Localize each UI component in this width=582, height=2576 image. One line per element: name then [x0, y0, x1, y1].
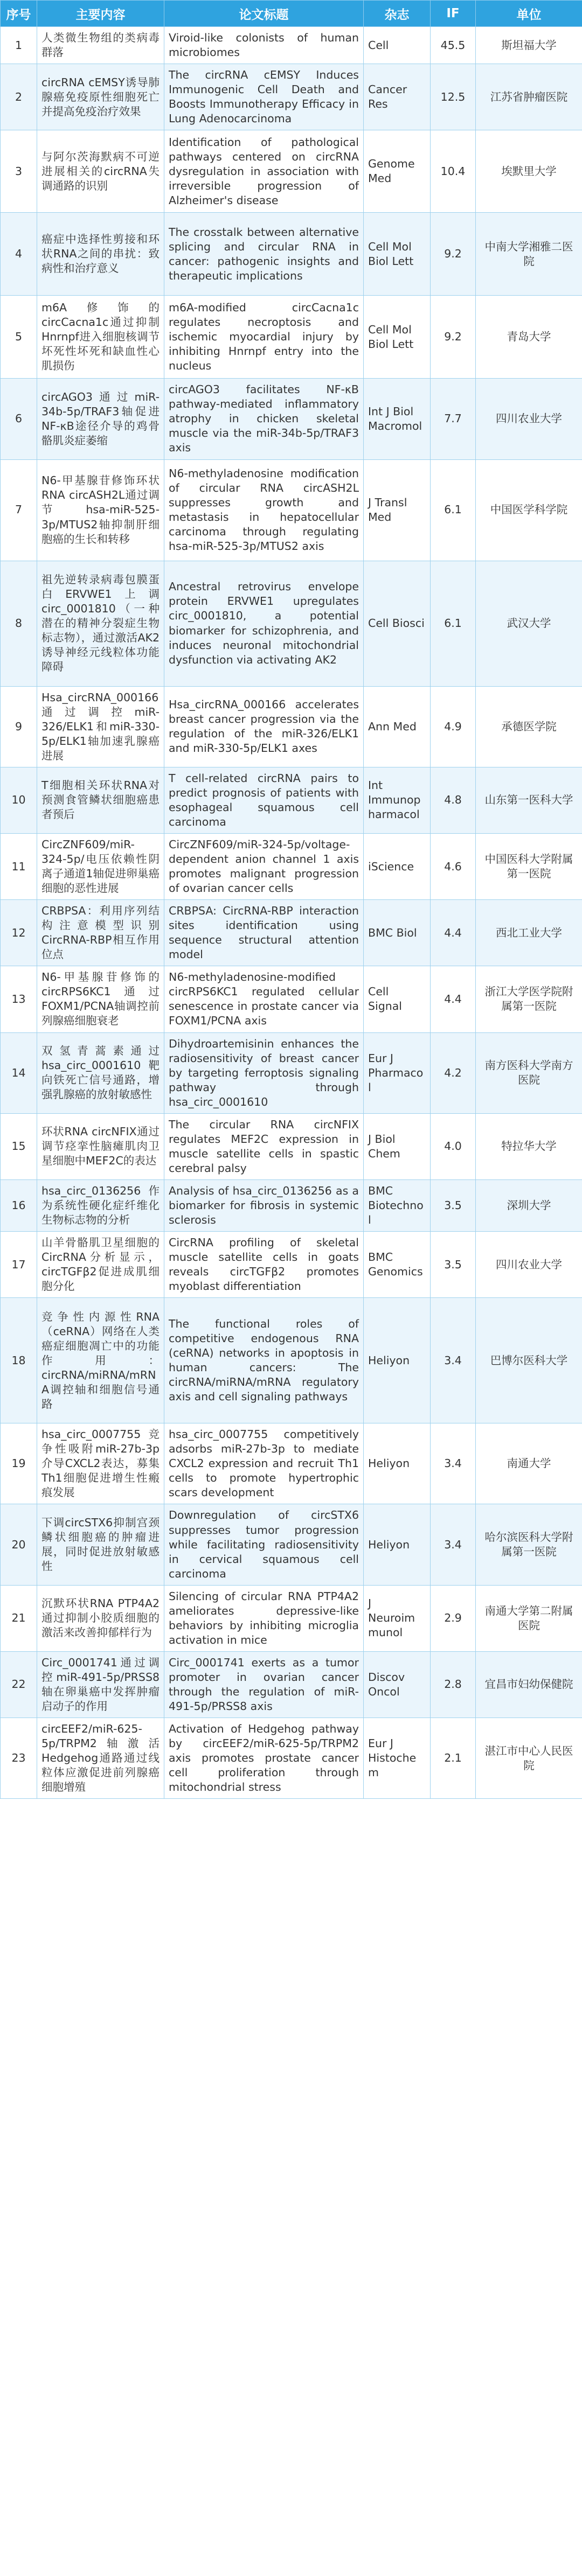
row-index: 20: [1, 1504, 37, 1585]
row-content: hsa_circ_0007755竞争性吸附miR-27b-3p介导CXCL2表达，募集Th1细胞促进增生性瘢痕发展: [37, 1423, 164, 1504]
row-content: hsa_circ_0136256作为系统性硬化症纤维化生物标志物的分析: [37, 1179, 164, 1231]
row-content: 双氢青蒿素通过hsa_circ_0001610靶向铁死亡信号通路，增强乳腺癌的放射敏感性: [37, 1032, 164, 1113]
row-impact-factor: 2.8: [431, 1651, 476, 1718]
table-row: [1, 561, 582, 686]
table-row: [1, 379, 582, 459]
table-header: [1, 1, 582, 27]
header-impact-factor: IF: [431, 1, 476, 27]
row-index: 1: [1, 27, 37, 64]
row-content: 祖先逆转录病毒包膜蛋白ERVWE1上调circ_0001810（一种潜在的精神分裂症生物标志物），通过激活AK2诱导神经元线粒体功能障碍: [37, 561, 164, 686]
row-unit: 四川农业大学: [476, 379, 582, 459]
row-content: 山羊骨骼肌卫星细胞的CircRNA分析显示，circTGFβ2促进成肌细胞分化: [37, 1232, 164, 1298]
row-title: circAGO3 facilitates NF-κB pathway-mediated inflammatory atrophy in chicken skeletal muscle via the miR-34b-5p/TRAF3 axis: [164, 379, 364, 459]
row-index: 21: [1, 1585, 37, 1651]
table-row: [1, 130, 582, 213]
table-row: [1, 213, 582, 296]
table-row: [1, 1232, 582, 1298]
row-content: T细胞相关环状RNA对预测食管鳞状细胞癌患者预后: [37, 767, 164, 833]
row-title: The circRNA cEMSY Induces Immunogenic Cell Death and Boosts Immunotherapy Efficacy in Lung Adenocarcinoma: [164, 64, 364, 130]
row-unit: 湛江市中心人民医院: [476, 1718, 582, 1799]
row-unit: 西北工业大学: [476, 900, 582, 966]
row-unit: 承德医学院: [476, 686, 582, 767]
row-title: CircZNF609/miR-324-5p/voltage-dependent anion channel 1 axis promotes malignant progression of ovarian cancer cells: [164, 833, 364, 899]
row-index: 15: [1, 1113, 37, 1179]
table-row: [1, 1423, 582, 1504]
row-unit: 南通大学第二附属医院: [476, 1585, 582, 1651]
row-unit: 南方医科大学南方医院: [476, 1032, 582, 1113]
row-journal: J Transl Med: [364, 459, 431, 561]
row-impact-factor: 9.2: [431, 213, 476, 296]
row-impact-factor: 3.4: [431, 1423, 476, 1504]
row-content: N6-甲基腺苷修饰环状RNA circASH2L通过调节hsa-miR-525-3p/MTUS2轴抑制肝细胞癌的生长和转移: [37, 459, 164, 561]
table-row: [1, 1718, 582, 1799]
row-content: circAGO3通过miR-34b-5p/TRAF3轴促进NF-κB途径介导的鸡骨骼肌炎症萎缩: [37, 379, 164, 459]
row-content: 癌症中选择性剪接和环状RNA之间的串扰：致病性和治疗意义: [37, 213, 164, 296]
row-impact-factor: 4.4: [431, 900, 476, 966]
row-index: 10: [1, 767, 37, 833]
table-row: [1, 767, 582, 833]
row-journal: Discov Oncol: [364, 1651, 431, 1718]
row-unit: 中国医学科学院: [476, 459, 582, 561]
row-index: 6: [1, 379, 37, 459]
table-row: [1, 27, 582, 64]
row-content: CRBPSA：利用序列结构注意模型识别CircRNA-RBP相互作用位点: [37, 900, 164, 966]
row-journal: Heliyon: [364, 1504, 431, 1585]
table-body: [1, 27, 582, 1799]
table-row: [1, 1113, 582, 1179]
row-title: Downregulation of circSTX6 suppresses tumor progression while facilitating radiosensitivity in cervical squamous cell carcinoma: [164, 1504, 364, 1585]
row-impact-factor: 6.1: [431, 561, 476, 686]
row-title: Ancestral retrovirus envelope protein ERVWE1 upregulates circ_0001810, a potential biomarker for schizophrenia, and induces neuronal mitochondrial dysfunction via activating AK2: [164, 561, 364, 686]
row-content: m6A修饰的circCacna1c通过抑制Hnrnpf进入细胞核调节坏死性坏死和缺血性心肌损伤: [37, 296, 164, 379]
table-row: [1, 966, 582, 1032]
row-title: The crosstalk between alternative splicing and circular RNA in cancer: pathogenic insights and therapeutic implications: [164, 213, 364, 296]
row-title: Dihydroartemisinin enhances the radiosensitivity of breast cancer by targeting ferroptosis signaling pathway through hsa_circ_0001610: [164, 1032, 364, 1113]
row-index: 19: [1, 1423, 37, 1504]
row-title: hsa_circ_0007755 competitively adsorbs miR-27b-3p to mediate CXCL2 expression and recruit Th1 cells to promote hypertrophic scars development: [164, 1423, 364, 1504]
row-index: 3: [1, 130, 37, 213]
row-title: CRBPSA: CircRNA-RBP interaction sites identification using sequence structural attention model: [164, 900, 364, 966]
row-impact-factor: 3.4: [431, 1298, 476, 1423]
row-index: 9: [1, 686, 37, 767]
table-row: [1, 1298, 582, 1423]
row-journal: Cell: [364, 27, 431, 64]
row-title: N6-methyladenosine modification of circular RNA circASH2L suppresses growth and metastasis in hepatocellular carcinoma through regulating hsa-miR-525-3p/MTUS2 axis: [164, 459, 364, 561]
header-row: [1, 1, 582, 27]
row-impact-factor: 3.5: [431, 1232, 476, 1298]
row-index: 2: [1, 64, 37, 130]
table-row: [1, 1504, 582, 1585]
header-title: 论文标题: [164, 1, 364, 27]
row-unit: 哈尔滨医科大学附属第一医院: [476, 1504, 582, 1585]
table-row: [1, 900, 582, 966]
row-journal: Cell Mol Biol Lett: [364, 296, 431, 379]
row-index: 17: [1, 1232, 37, 1298]
row-journal: Cell Signal: [364, 966, 431, 1032]
row-impact-factor: 4.6: [431, 833, 476, 899]
header-unit: 单位: [476, 1, 582, 27]
row-content: 沉默环状RNA PTP4A2通过抑制小胶质细胞的激活来改善抑郁样行为: [37, 1585, 164, 1651]
row-journal: Int J Biol Macromol: [364, 379, 431, 459]
row-title: The circular RNA circNFIX regulates MEF2C expression in muscle satellite cells in spastic cerebral palsy: [164, 1113, 364, 1179]
table-row: [1, 1179, 582, 1231]
row-index: 22: [1, 1651, 37, 1718]
row-content: 竞争性内源性RNA（ceRNA）网络在人类癌症细胞凋亡中的功能作用：circRNA/miRNA/mRNA调控轴和细胞信号通路: [37, 1298, 164, 1423]
row-journal: Cell Biosci: [364, 561, 431, 686]
row-impact-factor: 4.2: [431, 1032, 476, 1113]
row-title: Viroid-like colonists of human microbiomes: [164, 27, 364, 64]
row-journal: iScience: [364, 833, 431, 899]
row-journal: J Biol Chem: [364, 1113, 431, 1179]
row-index: 4: [1, 213, 37, 296]
row-unit: 宜昌市妇幼保健院: [476, 1651, 582, 1718]
row-index: 23: [1, 1718, 37, 1799]
row-impact-factor: 4.8: [431, 767, 476, 833]
row-content: 人类微生物组的类病毒群落: [37, 27, 164, 64]
row-journal: Cancer Res: [364, 64, 431, 130]
row-unit: 斯坦福大学: [476, 27, 582, 64]
row-index: 7: [1, 459, 37, 561]
row-unit: 浙江大学医学院附属第一医院: [476, 966, 582, 1032]
row-content: CircZNF609/miR-324-5p/电压依赖性阴离子通道1轴促进卵巢癌细胞的恶性进展: [37, 833, 164, 899]
row-title: CircRNA profiling of skeletal muscle satellite cells in goats reveals circTGFβ2 promotes myoblast differentiation: [164, 1232, 364, 1298]
row-journal: BMC Genomics: [364, 1232, 431, 1298]
row-index: 5: [1, 296, 37, 379]
row-impact-factor: 3.5: [431, 1179, 476, 1231]
row-title: Circ_0001741 exerts as a tumor promoter in ovarian cancer through the regulation of miR-491-5p/PRSS8 axis: [164, 1651, 364, 1718]
row-unit: 中南大学湘雅二医院: [476, 213, 582, 296]
row-content: Hsa_circRNA_000166通过调控miR-326/ELK1和miR-330-5p/ELK1轴加速乳腺癌进展: [37, 686, 164, 767]
row-title: Analysis of hsa_circ_0136256 as a biomarker for fibrosis in systemic sclerosis: [164, 1179, 364, 1231]
row-journal: Genome Med: [364, 130, 431, 213]
table-row: [1, 296, 582, 379]
row-title: Identification of pathological pathways centered on circRNA dysregulation in association with irreversible progression of Alzheimer's disease: [164, 130, 364, 213]
row-journal: Eur J Pharmacol: [364, 1032, 431, 1113]
row-unit: 四川农业大学: [476, 1232, 582, 1298]
row-title: N6-methyladenosine-modified circRPS6KC1 regulated cellular senescence in prostate cancer via FOXM1/PCNA axis: [164, 966, 364, 1032]
row-unit: 南通大学: [476, 1423, 582, 1504]
row-journal: BMC Biol: [364, 900, 431, 966]
row-content: circEEF2/miR-625-5p/TRPM2轴激活Hedgehog通路通过线粒体应激促进前列腺癌细胞增殖: [37, 1718, 164, 1799]
row-impact-factor: 6.1: [431, 459, 476, 561]
row-title: Hsa_circRNA_000166 accelerates breast cancer progression via the regulation of the miR-326/ELK1 and miR-330-5p/ELK1 axes: [164, 686, 364, 767]
row-impact-factor: 2.9: [431, 1585, 476, 1651]
row-unit: 巴博尔医科大学: [476, 1298, 582, 1423]
row-index: 14: [1, 1032, 37, 1113]
row-journal: Int Immunopharmacol: [364, 767, 431, 833]
row-unit: 武汉大学: [476, 561, 582, 686]
row-impact-factor: 2.1: [431, 1718, 476, 1799]
row-journal: Heliyon: [364, 1298, 431, 1423]
table-row: [1, 64, 582, 130]
row-title: The functional roles of competitive endogenous RNA (ceRNA) networks in apoptosis in human cancers: The circRNA/miRNA/mRNA regulatory axis and cell signaling pathways: [164, 1298, 364, 1423]
row-unit: 特拉华大学: [476, 1113, 582, 1179]
row-impact-factor: 3.4: [431, 1504, 476, 1585]
row-journal: Ann Med: [364, 686, 431, 767]
row-content: Circ_0001741通过调控miR-491-5p/PRSS8轴在卵巢癌中发挥肿瘤启动子的作用: [37, 1651, 164, 1718]
table-row: [1, 686, 582, 767]
row-journal: Eur J Histochem: [364, 1718, 431, 1799]
row-impact-factor: 4.4: [431, 966, 476, 1032]
row-impact-factor: 7.7: [431, 379, 476, 459]
header-journal: 杂志: [364, 1, 431, 27]
row-index: 18: [1, 1298, 37, 1423]
row-journal: BMC Biotechnol: [364, 1179, 431, 1231]
row-content: 下调circSTX6抑制宫颈鳞状细胞癌的肿瘤进展，同时促进放射敏感性: [37, 1504, 164, 1585]
row-index: 13: [1, 966, 37, 1032]
row-content: circRNA cEMSY诱导肺腺癌免疫原性细胞死亡并提高免疫治疗效果: [37, 64, 164, 130]
row-index: 11: [1, 833, 37, 899]
row-title: Silencing of circular RNA PTP4A2 ameliorates depressive-like behaviors by inhibiting microglia activation in mice: [164, 1585, 364, 1651]
header-index: 序号: [1, 1, 37, 27]
table-row: [1, 1032, 582, 1113]
row-content: 与阿尔茨海默病不可逆进展相关的circRNA失调通路的识别: [37, 130, 164, 213]
row-unit: 青岛大学: [476, 296, 582, 379]
table-row: [1, 459, 582, 561]
row-unit: 江苏省肿瘤医院: [476, 64, 582, 130]
row-content: N6-甲基腺苷修饰的circRPS6KC1通过FOXM1/PCNA轴调控前列腺癌细胞衰老: [37, 966, 164, 1032]
row-index: 12: [1, 900, 37, 966]
row-index: 16: [1, 1179, 37, 1231]
row-impact-factor: 10.4: [431, 130, 476, 213]
row-unit: 埃默里大学: [476, 130, 582, 213]
row-impact-factor: 4.9: [431, 686, 476, 767]
row-unit: 山东第一医科大学: [476, 767, 582, 833]
row-title: T cell-related circRNA pairs to predict prognosis of patients with esophageal squamous cell carcinoma: [164, 767, 364, 833]
row-index: 8: [1, 561, 37, 686]
table-row: [1, 1585, 582, 1651]
row-impact-factor: 45.5: [431, 27, 476, 64]
row-title: m6A-modified circCacna1c regulates necroptosis and ischemic myocardial injury by inhibiting Hnrnpf entry into the nucleus: [164, 296, 364, 379]
table-row: [1, 833, 582, 899]
table-row: [1, 1651, 582, 1718]
row-unit: 中国医科大学附属第一医院: [476, 833, 582, 899]
row-impact-factor: 9.2: [431, 296, 476, 379]
header-content: 主要内容: [37, 1, 164, 27]
row-journal: Heliyon: [364, 1423, 431, 1504]
row-impact-factor: 4.0: [431, 1113, 476, 1179]
row-impact-factor: 12.5: [431, 64, 476, 130]
row-content: 环状RNA circNFIX通过调节痉挛性脑瘫肌肉卫星细胞中MEF2C的表达: [37, 1113, 164, 1179]
row-journal: J Neuroimmunol: [364, 1585, 431, 1651]
row-unit: 深圳大学: [476, 1179, 582, 1231]
row-title: Activation of Hedgehog pathway by circEEF2/miR-625-5p/TRPM2 axis promotes prostate cancer cell proliferation through mitochondrial stress: [164, 1718, 364, 1799]
row-journal: Cell Mol Biol Lett: [364, 213, 431, 296]
